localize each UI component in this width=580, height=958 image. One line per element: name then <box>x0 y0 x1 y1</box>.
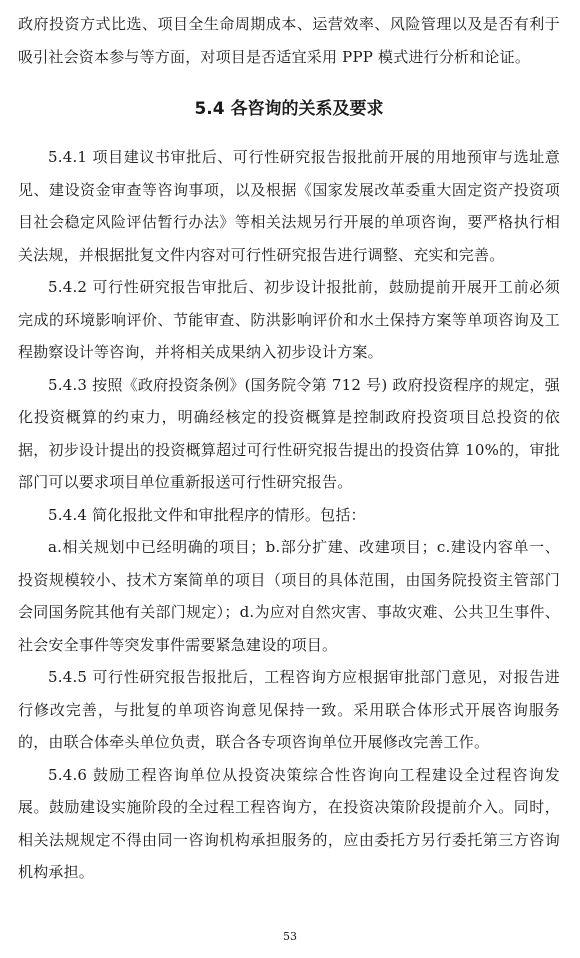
paragraph-5-4-2: 5.4.2 可行性研究报告审批后、初步设计报批前，鼓励提前开展开工前必须完成的环境影响评价、节能审查、防洪影响评价和水土保持方案等单项咨询及工程勘察设计等咨询，并将相关成果纳入初步设计方案。 <box>18 278 560 361</box>
paragraph-5-4-6: 5.4.6 鼓励工程咨询单位从投资决策综合性咨询向工程建设全过程咨询发展。鼓励建设实施阶段的全过程工程咨询方，在投资决策阶段提前介入。同时，相关法规规定不得由同一咨询机构承担服务的，应由委托方另行委托第三方咨询机构承担。 <box>18 765 560 881</box>
page-number: 53 <box>283 930 297 943</box>
intro-paragraph: 政府投资方式比选、项目全生命周期成本、运营效率、风险管理以及是否有利于吸引社会资本参与等方面，对项目是否适宜采用 PPP 模式进行分析和论证。 <box>18 15 560 66</box>
paragraph-5-4-4: 5.4.4 简化报批文件和审批程序的情形。包括： <box>48 505 366 524</box>
section-heading: 5.4 各咨询的关系及要求 <box>194 99 384 119</box>
paragraph-5-4-1: 5.4.1 项目建议书审批后、可行性研究报告报批前开展的用地预审与选址意见、建设资金审查等咨询事项，以及根据《国家发展改革委重大固定资产投资项目社会稳定风险评估暂行办法》等相关法规另行开展的单项咨询，要严格执行相关法规，并根据批复文件内容对可行性研究报告进行调整、充实和完善。 <box>18 148 560 264</box>
paragraph-5-4-5: 5.4.5 可行性研究报告报批后，工程咨询方应根据审批部门意见，对报告进行修改完善，与批复的单项咨询意见保持一致。采用联合体形式开展咨询服务的，由联合体牵头单位负责，联合各专项咨询单位开展修改完善工作。 <box>18 668 560 751</box>
paragraph-5-4-4-list: a.相关规划中已经明确的项目；b.部分扩建、改建项目；c.建设内容单一、投资规模较小、技术方案简单的项目（项目的具体范围，由国务院投资主管部门会同国务院其他有关部门规定）；d.为应对自然灾害、事故灾难、公共卫生事件、社会安全事件等突发事件需要紧急建设的项目。 <box>18 538 560 654</box>
paragraph-5-4-3: 5.4.3 按照《政府投资条例》(国务院令第 712 号) 政府投资程序的规定，强化投资概算的约束力，明确经核定的投资概算是控制政府投资项目总投资的依据，初步设计提出的投资概算超过可行性研究报告提出的投资估算 10%的，审批部门可以要求项目单位重新报送可行性研究报告。 <box>18 375 560 491</box>
